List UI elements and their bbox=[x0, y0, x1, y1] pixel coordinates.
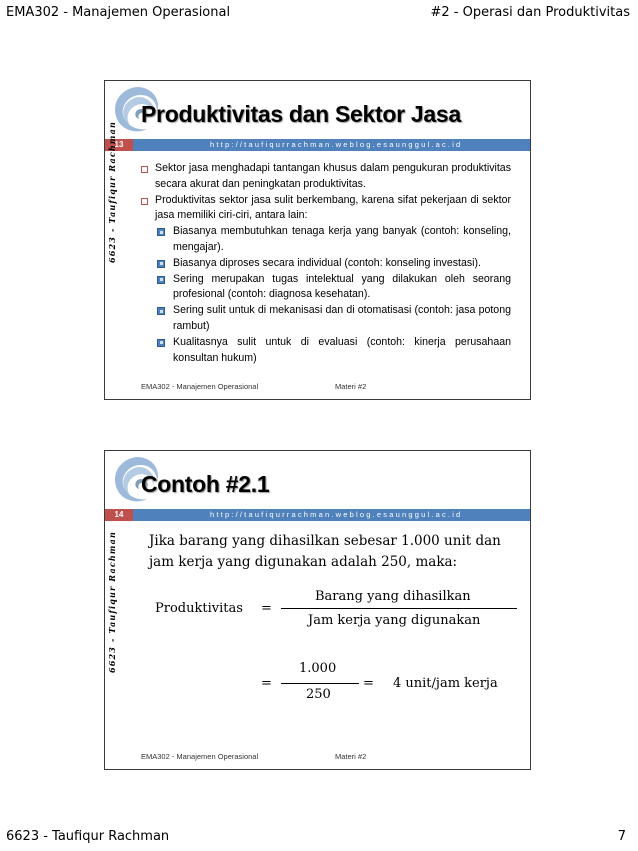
filled-square-bullet-icon bbox=[157, 276, 165, 284]
sub-list-item: Sering merupakan tugas intelektual yang dilakukan oleh seorang profesional (contoh: diagnosa kesehatan). bbox=[141, 272, 511, 304]
sub-list-item: Biasanya diproses secara individual (contoh: konseling investasi). bbox=[141, 256, 511, 272]
formula-equals-3: = bbox=[363, 676, 374, 691]
author-side-label: 6623 - Taufiqur Rachman bbox=[107, 120, 117, 263]
page-header-left: EMA302 - Manajemen Operasional bbox=[6, 5, 231, 20]
slide-13 bbox=[104, 80, 531, 400]
page-header-right: #2 - Operasi dan Produktivitas bbox=[430, 5, 630, 20]
fraction-line bbox=[281, 608, 517, 609]
sub-list-item: Sering sulit untuk di mekanisasi dan di otomatisasi (contoh: jasa potong rambut) bbox=[141, 303, 511, 335]
formula-numerator: Barang yang dihasilkan bbox=[315, 589, 471, 604]
slide-footer-right: Materi #2 bbox=[335, 382, 367, 391]
list-item: Produktivitas sektor jasa sulit berkembang, karena sifat pekerjaan di sektor jasa memiliki ciri-ciri, antara lain: bbox=[141, 193, 511, 225]
formula-den-value: 250 bbox=[306, 687, 331, 702]
sub-list-item: Biasanya membutuhkan tenaga kerja yang banyak (contoh: konseling, mengajar). bbox=[141, 224, 511, 256]
filled-square-bullet-icon bbox=[157, 228, 165, 236]
url-bar bbox=[105, 509, 531, 521]
slide-title: Produktivitas dan Sektor Jasa bbox=[141, 101, 461, 127]
list-item: Sektor jasa menghadapi tantangan khusus dalam pengukuran produktivitas secara akurat dan peningkatan produktivitas. bbox=[141, 161, 511, 193]
bullet-list bbox=[141, 161, 511, 366]
slide-title: Contoh #2.1 bbox=[141, 471, 270, 497]
formula-result: 4 unit/jam kerja bbox=[393, 676, 498, 691]
slide-number: 13 bbox=[105, 139, 133, 151]
url-text: http://taufiqurrachman.weblog.esaunggul.ac.id bbox=[210, 510, 463, 519]
square-bullet-icon bbox=[141, 198, 148, 205]
filled-square-bullet-icon bbox=[157, 260, 165, 268]
url-bar bbox=[105, 139, 531, 151]
slide-footer-right: Materi #2 bbox=[335, 752, 367, 761]
slide-number: 14 bbox=[105, 509, 133, 521]
author-side-label: 6623 - Taufiqur Rachman bbox=[107, 530, 117, 673]
formula-lhs: Produktivitas bbox=[155, 601, 243, 616]
sub-list-item: Kualitasnya sulit untuk di evaluasi (contoh: kinerja perusahaan konsultan hukum) bbox=[141, 335, 511, 367]
slide-14 bbox=[104, 450, 531, 770]
example-intro: Jika barang yang dihasilkan sebesar 1.000 unit dan jam kerja yang digunakan adalah 250, maka: bbox=[149, 533, 501, 570]
page-footer-left: 6623 - Taufiqur Rachman bbox=[6, 829, 170, 844]
slide-footer-left: EMA302 - Manajemen Operasional bbox=[141, 382, 259, 391]
filled-square-bullet-icon bbox=[157, 339, 165, 347]
formula-equals-2: = bbox=[261, 676, 272, 691]
slide-footer-left: EMA302 - Manajemen Operasional bbox=[141, 752, 259, 761]
formula-num-value: 1.000 bbox=[299, 661, 337, 676]
square-bullet-icon bbox=[141, 166, 148, 173]
page-number: 7 bbox=[617, 829, 626, 844]
formula-denominator: Jam kerja yang digunakan bbox=[308, 613, 481, 628]
filled-square-bullet-icon bbox=[157, 307, 165, 315]
url-text: http://taufiqurrachman.weblog.esaunggul.ac.id bbox=[210, 140, 463, 149]
fraction-line-2 bbox=[281, 683, 359, 684]
formula-equals: = bbox=[261, 601, 272, 616]
